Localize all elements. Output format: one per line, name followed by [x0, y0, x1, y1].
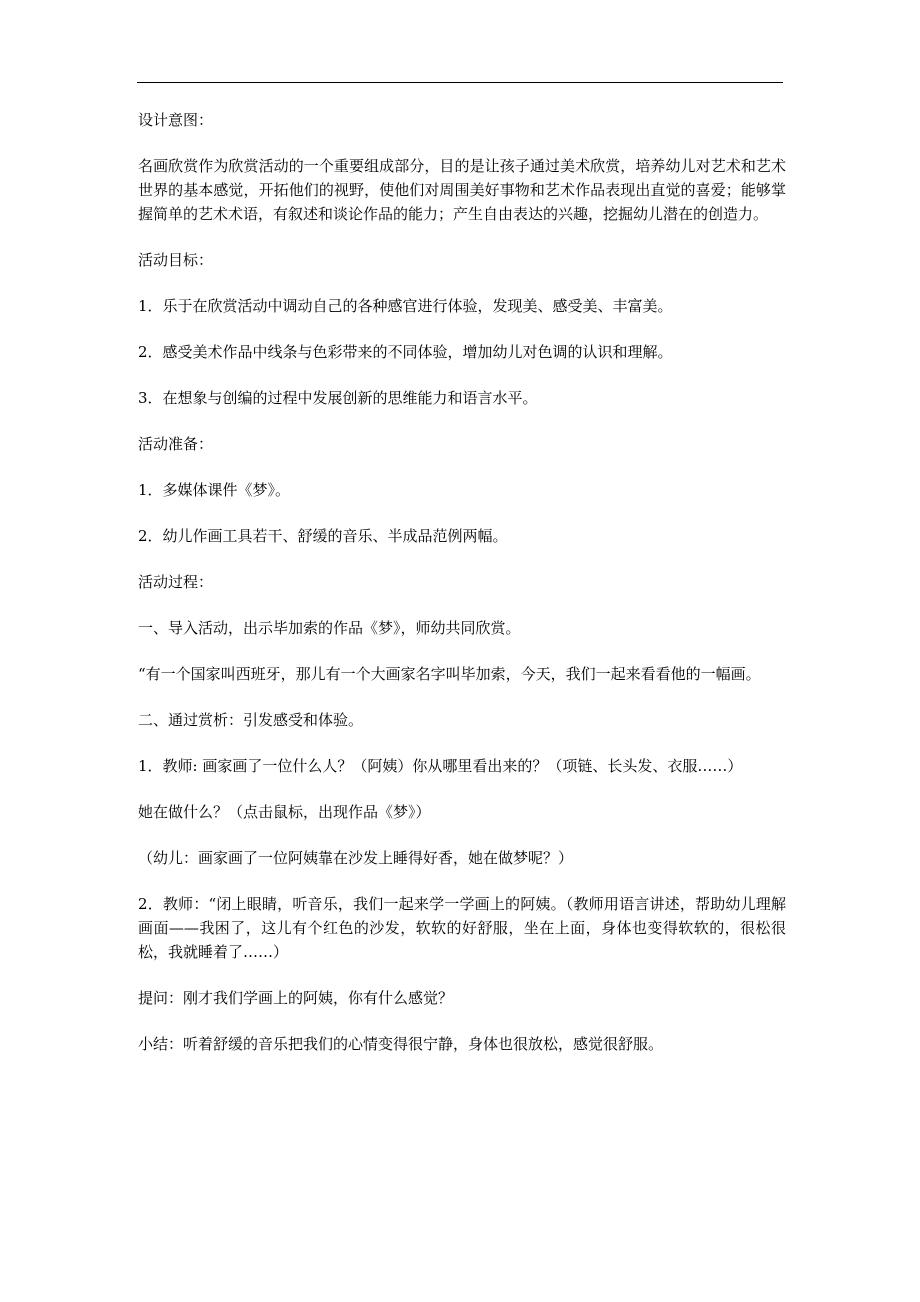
teacher-instruction-2: 2．教师：“闭上眼睛，听音乐，我们一起来学一学画上的阿姨。（教师用语言讲述，帮助幼儿理解画面——我困了，这儿有个红色的沙发，软软的好舒服，坐在上面，身体也变得软软的，很松很松，我就睡着了……）: [138, 895, 786, 961]
paragraph-design-intent: 名画欣赏作为欣赏活动的一个重要组成部分，目的是让孩子通过美术欣赏，培养幼儿对艺术和艺术世界的基本感觉，开拓他们的视野，使他们对周围美好事物和艺术作品表现出直觉的喜爱；能够掌握简单的艺术术语，有叙述和谈论作品的能力；产生自由表达的兴趣，挖掘幼儿潜在的创造力。: [138, 157, 786, 223]
process-step-1: 一、导入活动，出示毕加索的作品《梦》，师幼共同欣赏。: [138, 619, 521, 637]
goal-item-1: 1．乐于在欣赏活动中调动自己的各种感官进行体验，发现美、感受美、丰富美。: [138, 297, 673, 315]
heading-activity-goals: 活动目标：: [138, 251, 214, 269]
teacher-question-1: 1．教师: 画家画了一位什么人？（阿姨）你从哪里看出来的？（项链、长头发、衣服……）: [138, 757, 743, 775]
child-answer: （幼儿：画家画了一位阿姨靠在沙发上睡得好香，她在做梦呢？）: [138, 849, 574, 867]
heading-design-intent: 设计意图：: [138, 111, 214, 129]
header-rule: [137, 82, 783, 83]
heading-activity-process: 活动过程：: [138, 573, 214, 591]
goal-item-3: 3．在想象与创编的过程中发展创新的思维能力和语言水平。: [138, 389, 538, 407]
document-body: [138, 108, 786, 1078]
heading-activity-prep: 活动准备：: [138, 435, 214, 453]
question-feeling: 提问：刚才我们学画上的阿姨，你有什么感觉？: [138, 989, 454, 1007]
goal-item-2: 2．感受美术作品中线条与色彩带来的不同体验，增加幼儿对色调的认识和理解。: [138, 343, 673, 361]
summary: 小结：听着舒缓的音乐把我们的心情变得很宁静，身体也很放松，感觉很舒服。: [138, 1035, 664, 1053]
process-quote: “有一个国家叫西班牙，那儿有一个大画家名字叫毕加索，今天，我们一起来看看他的一幅画。: [138, 665, 761, 683]
process-step-2: 二、通过赏析：引发感受和体验。: [138, 711, 364, 729]
teacher-question-2: 她在做什么？（点击鼠标，出现作品《梦》）: [138, 803, 431, 821]
prep-item-2: 2．幼儿作画工具若干、舒缓的音乐、半成品范例两幅。: [138, 527, 508, 545]
prep-item-1: 1．多媒体课件《梦》。: [138, 481, 291, 499]
